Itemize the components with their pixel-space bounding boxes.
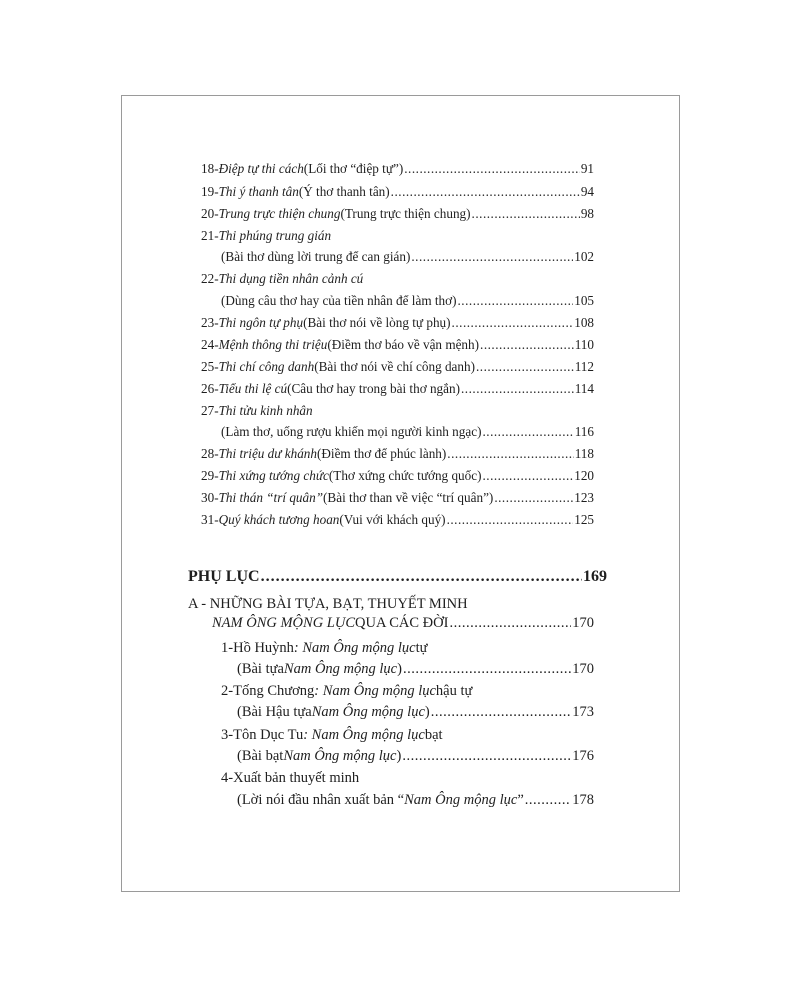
toc-row <box>221 423 594 440</box>
sub-entry-desc-end: ) <box>396 748 402 764</box>
page-number: 114 <box>574 381 594 396</box>
sub-entry-desc-end: ) <box>397 661 402 677</box>
toc-row <box>221 639 639 658</box>
sub-entry-desc-title: Nam Ông mộng lục <box>283 661 398 677</box>
leader-dots <box>447 445 573 462</box>
leader-dots <box>452 314 574 331</box>
toc-row <box>201 489 594 506</box>
entry-number: 31- <box>201 512 219 527</box>
toc-row <box>201 511 594 528</box>
leader-dots <box>525 791 572 810</box>
sub-entry-number: 2- <box>221 683 234 699</box>
sub-entry-book-title: : Nam Ông mộng lục <box>314 683 436 699</box>
sub-entry-desc-start: (Bài tựa <box>237 661 284 677</box>
entry-number: 22- <box>201 271 219 286</box>
page-number: 91 <box>580 161 594 176</box>
sub-entry-desc-start: (Bài bạt <box>237 748 284 764</box>
toc-row <box>201 402 639 419</box>
entry-number: 20- <box>201 206 219 221</box>
toc-row <box>201 160 594 177</box>
leader-dots <box>476 358 574 375</box>
toc-row <box>188 595 639 614</box>
entry-title: Thi ý thanh tân <box>218 184 299 199</box>
leader-dots <box>411 248 573 265</box>
entry-description: (Bài thơ than về việc “trí quân”) <box>323 490 494 505</box>
toc-row <box>201 183 594 200</box>
toc-row <box>221 682 639 701</box>
sub-entry-author: Tống Chương <box>233 683 315 699</box>
entry-title: Điệp tự thi cách <box>218 161 304 176</box>
entry-description: (Vui với khách quý) <box>339 512 446 527</box>
toc-row <box>221 769 639 788</box>
page-number: 120 <box>574 468 594 483</box>
entry-description: (Trung trực thiện chung) <box>340 206 471 221</box>
toc-row <box>201 467 594 484</box>
entry-description: (Thơ xứng chức tướng quốc) <box>328 468 482 483</box>
entry-title: Thi triệu dư khánh <box>218 446 317 461</box>
page-number: 108 <box>574 315 594 330</box>
sub-entry-book-title: : Nam Ông mộng lục <box>293 640 416 656</box>
page-number: 123 <box>574 490 594 505</box>
entry-number: 26- <box>201 381 219 396</box>
sub-entry-suffix: tự <box>415 640 428 656</box>
sub-entry-desc-title: Nam Ông mộng lục <box>283 748 397 764</box>
entry-title: Thi tửu kinh nhân <box>218 403 313 418</box>
sub-entry-desc-start: (Bài Hậu tựa <box>237 704 312 720</box>
page-number: 112 <box>574 359 594 374</box>
toc-row <box>237 791 594 810</box>
leader-dots <box>402 747 571 766</box>
sub-entry-author: Hồ Huỳnh <box>233 640 294 656</box>
leader-dots <box>461 380 574 397</box>
toc-row <box>188 567 607 587</box>
leader-dots <box>458 292 574 309</box>
toc-row <box>201 227 639 244</box>
entry-number: 21- <box>201 228 219 243</box>
page-number: 178 <box>572 792 594 808</box>
entry-number: 27- <box>201 403 219 418</box>
page-number: 170 <box>572 615 594 631</box>
sub-entry-desc-end: ” <box>517 792 524 808</box>
leader-dots <box>472 205 580 222</box>
toc-row <box>201 358 594 375</box>
table-of-contents <box>122 96 679 891</box>
entry-description: (Bài thơ nói về chí công danh) <box>314 359 475 374</box>
sub-entry-number: 4- <box>221 770 234 786</box>
toc-row <box>201 380 594 397</box>
entry-description: (Điềm thơ báo về vận mệnh) <box>327 337 480 352</box>
entry-description: (Lối thơ “điệp tự”) <box>303 161 404 176</box>
page-number: 110 <box>574 337 594 352</box>
page-number: 116 <box>574 424 594 439</box>
toc-row <box>201 270 639 287</box>
leader-dots <box>449 614 571 633</box>
page-number: 125 <box>574 512 594 527</box>
entry-title: Thi phúng trung gián <box>218 228 332 243</box>
section-a-book-title: NAM ÔNG MỘNG LỤC <box>212 615 355 631</box>
sub-entry-desc-start: (Lời nói đầu nhân xuất bản “ <box>237 792 405 808</box>
leader-dots <box>391 183 580 200</box>
entry-title: Thi xứng tướng chức <box>218 468 329 483</box>
entry-title: Quý khách tương hoan <box>218 512 340 527</box>
page-number: 118 <box>574 446 594 461</box>
book-page <box>121 95 680 892</box>
page-number: 176 <box>572 748 594 764</box>
sub-entry-author: Tôn Dục Tu <box>233 727 304 743</box>
toc-row <box>221 726 639 745</box>
leader-dots <box>404 160 580 177</box>
entry-number: 24- <box>201 337 219 352</box>
page-number: 173 <box>572 704 594 720</box>
entry-title: Mệnh thông thi triệu <box>218 337 328 352</box>
toc-row <box>237 747 594 766</box>
entry-number: 29- <box>201 468 219 483</box>
entry-number: 28- <box>201 446 219 461</box>
entry-description: (Dùng câu thơ hay của tiền nhân để làm thơ) <box>221 293 457 308</box>
toc-row <box>237 660 594 679</box>
toc-row <box>201 205 594 222</box>
leader-dots <box>494 489 573 506</box>
leader-dots <box>403 660 571 679</box>
leader-dots <box>447 511 574 528</box>
section-a-title: A - NHỮNG BÀI TỰA, BẠT, THUYẾT MINH <box>188 596 468 612</box>
page-number: 169 <box>583 568 607 585</box>
entry-title: Thi ngôn tự phụ <box>218 315 304 330</box>
leader-dots <box>482 467 573 484</box>
entry-title: Thi chí công danh <box>218 359 315 374</box>
toc-row <box>201 445 594 462</box>
leader-dots <box>431 703 572 722</box>
page-number: 170 <box>572 661 594 677</box>
sub-entry-desc-title: Nam Ông mộng lục <box>311 704 425 720</box>
sub-entry-book-title: : Nam Ông mộng lục <box>303 727 425 743</box>
entry-number: 23- <box>201 315 219 330</box>
leader-dots <box>261 567 582 587</box>
sub-entry-number: 1- <box>221 640 234 656</box>
entry-number: 25- <box>201 359 219 374</box>
entry-description: (Điềm thơ để phúc lành) <box>317 446 447 461</box>
entry-title: Thi thán “trí quân” <box>218 490 324 505</box>
toc-row <box>237 703 594 722</box>
sub-entry-desc-end: ) <box>424 704 430 720</box>
entry-number: 18- <box>201 161 219 176</box>
entry-description: (Bài thơ nói về lòng tự phụ) <box>303 315 451 330</box>
entry-description: (Ý thơ thanh tân) <box>298 184 390 199</box>
sub-entry-desc-title: Nam Ông mộng lục <box>404 792 518 808</box>
entry-title: Trung trực thiện chung <box>218 206 341 221</box>
entry-description: (Làm thơ, uống rượu khiến mọi người kinh ngạc) <box>221 424 482 439</box>
toc-row <box>221 292 594 309</box>
page-number: 98 <box>580 206 594 221</box>
leader-dots <box>482 423 573 440</box>
sub-entry-suffix: bạt <box>424 727 443 743</box>
sub-entry-suffix: hậu tự <box>435 683 473 699</box>
appendix-title: PHỤ LỤC <box>188 568 260 585</box>
entry-title: Thi dụng tiền nhân cảnh cú <box>218 271 364 286</box>
entry-number: 19- <box>201 184 219 199</box>
entry-description: (Câu thơ hay trong bài thơ ngắn) <box>287 381 460 396</box>
entry-number: 30- <box>201 490 219 505</box>
sub-entry-number: 3- <box>221 727 234 743</box>
toc-row <box>221 248 594 265</box>
section-a-subtitle: QUA CÁC ĐỜI <box>355 615 449 631</box>
leader-dots <box>480 336 574 353</box>
toc-row <box>212 614 594 633</box>
toc-row <box>201 336 594 353</box>
entry-title: Tiểu thi lệ cú <box>218 381 288 396</box>
page-number: 94 <box>580 184 594 199</box>
page-number: 102 <box>574 249 594 264</box>
sub-entry-author: Xuất bản thuyết minh <box>233 770 360 786</box>
page-number: 105 <box>574 293 594 308</box>
toc-row <box>201 314 594 331</box>
entry-description: (Bài thơ dùng lời trung để can gián) <box>221 249 411 264</box>
